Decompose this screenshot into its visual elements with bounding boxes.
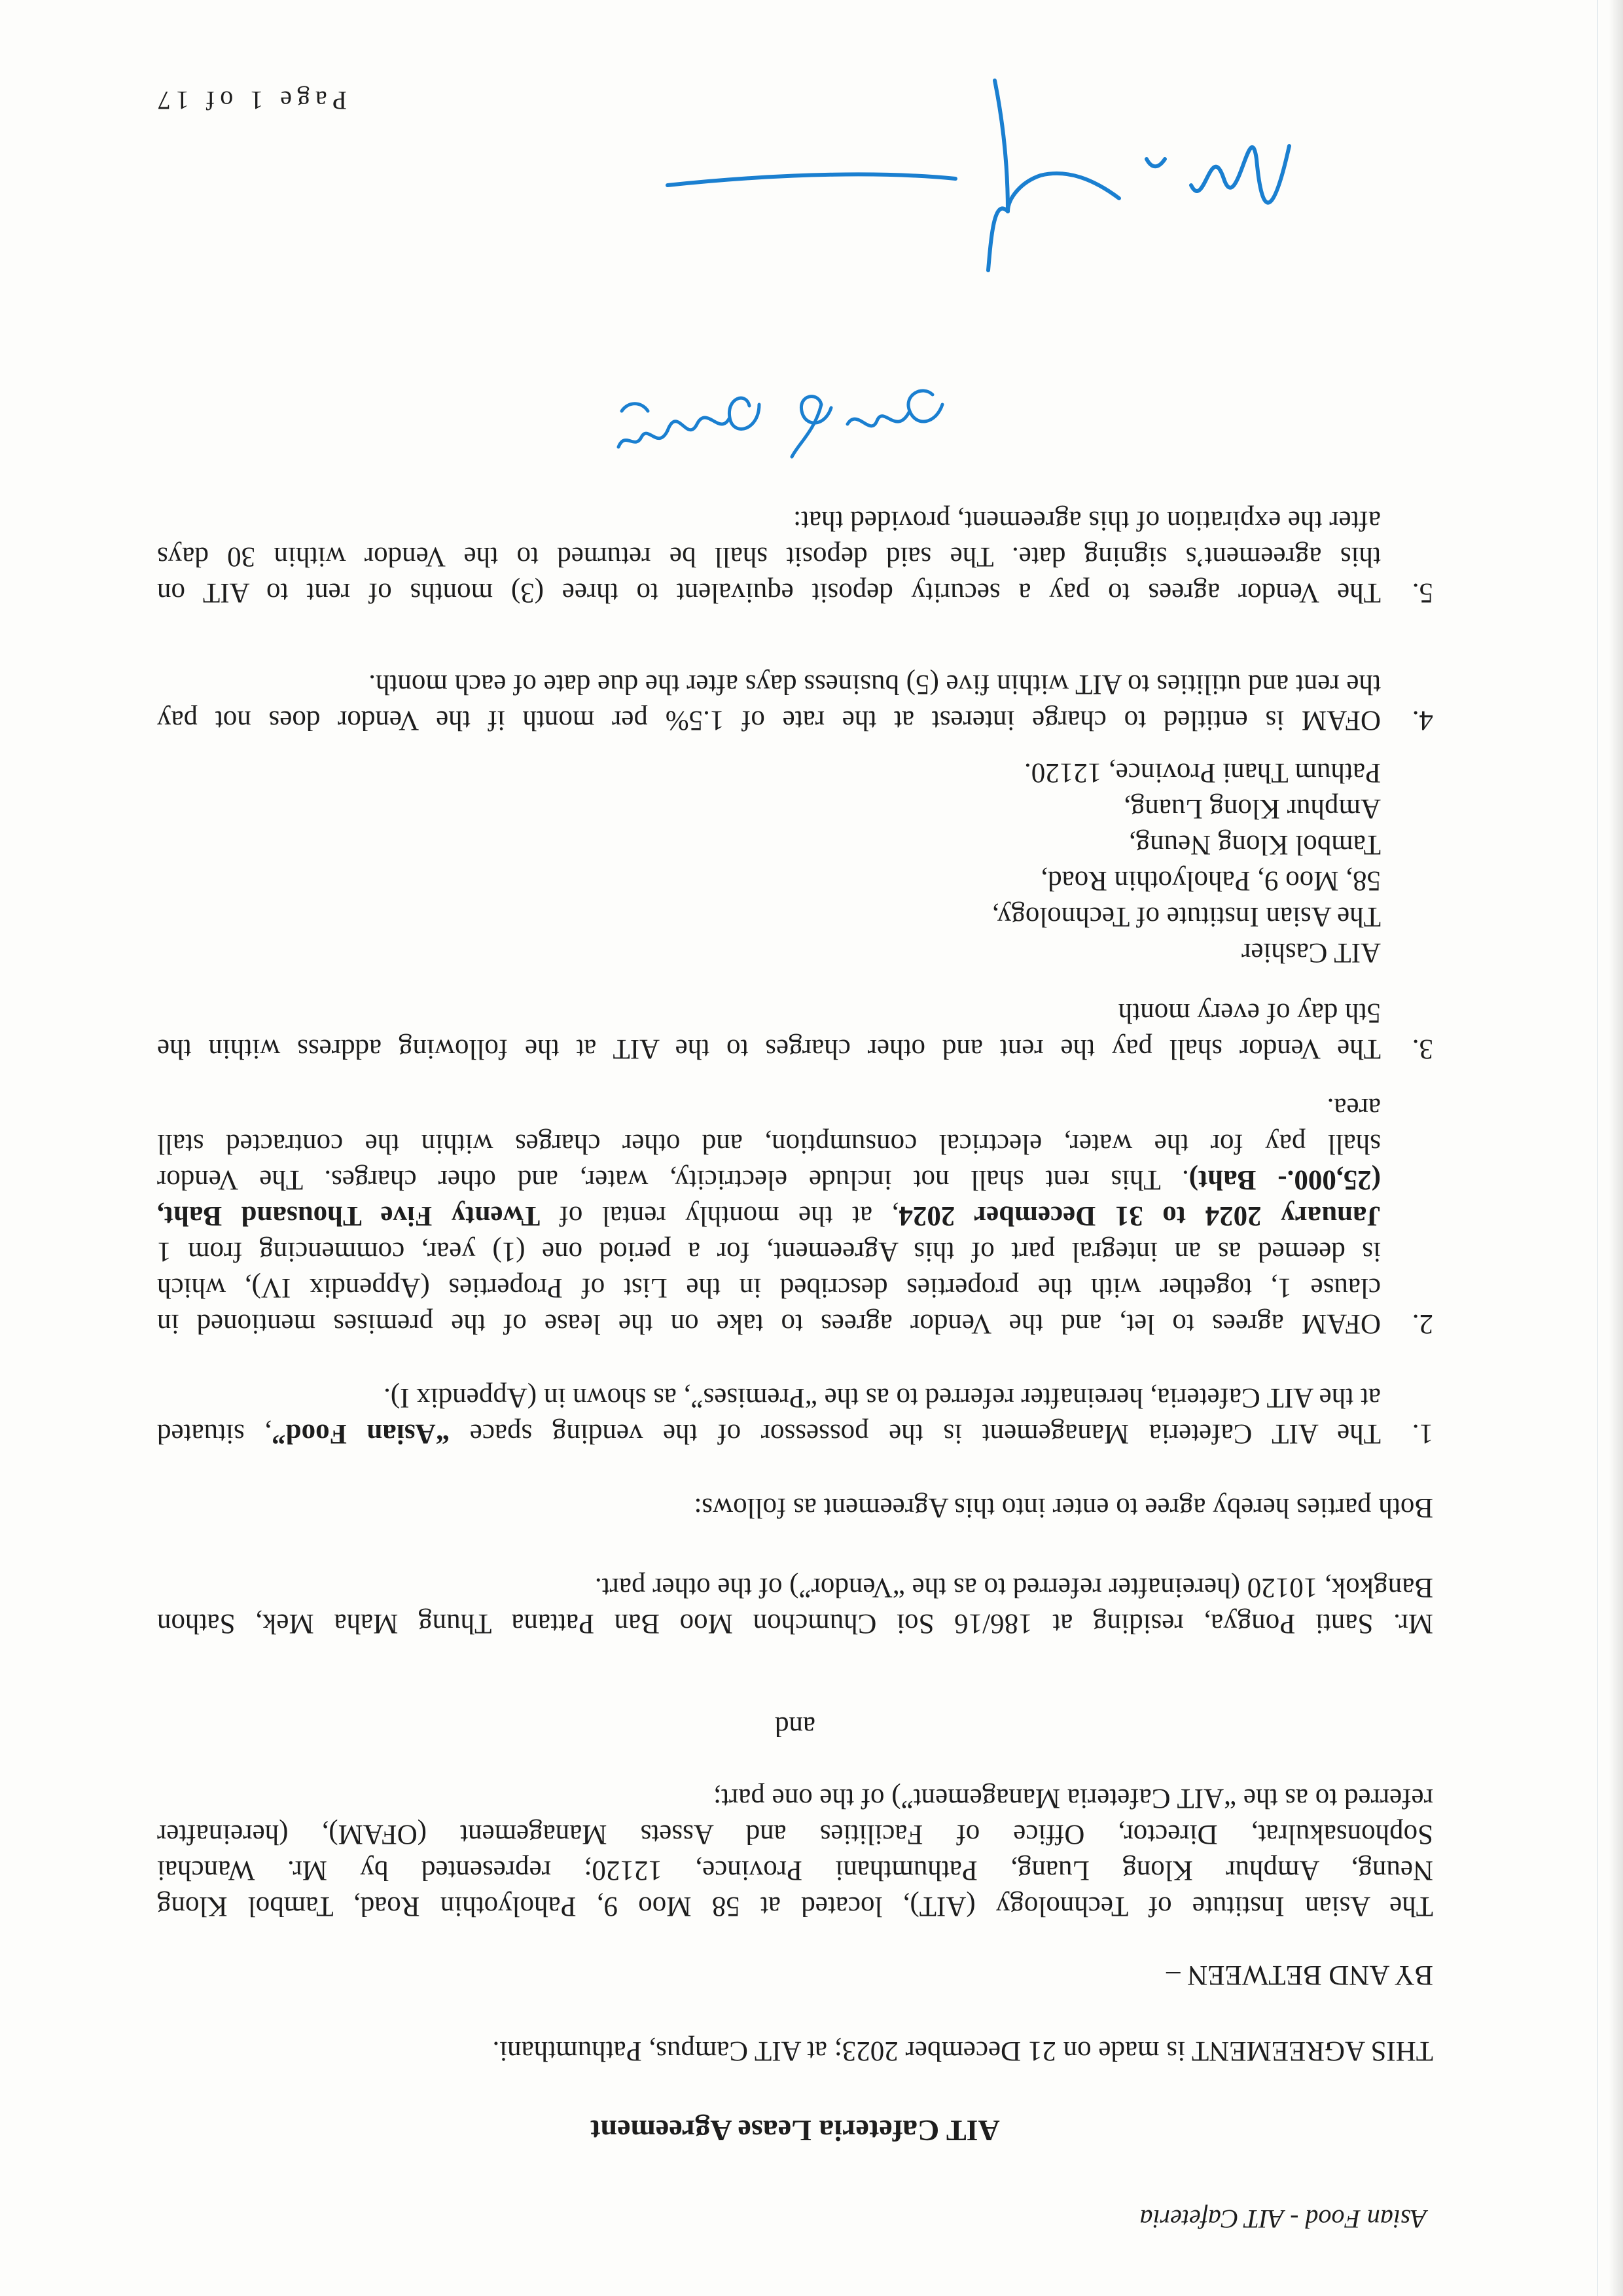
party-two-paragraph bbox=[157, 1570, 1433, 1641]
clause-line: The Vendor shall pay the rent and other charges to the AIT at the following address within the bbox=[157, 1033, 1381, 1064]
clause-number: 3. bbox=[1412, 1033, 1433, 1064]
clause-line: is deemed as an integral part of this Agreement, for a period one (1) year, commencing from 1 bbox=[157, 1236, 1381, 1267]
clause-line: after the expiration of this agreement, provided that: bbox=[793, 505, 1381, 536]
clause-line: area. bbox=[1327, 1092, 1381, 1123]
rent-amount-words: Twenty Five Thousand Baht, bbox=[156, 1200, 541, 1231]
clause-text bbox=[157, 666, 1381, 738]
payment-address bbox=[992, 755, 1381, 971]
clause-text-run: The AIT Cafeteria Management is the possessor of the vending space bbox=[450, 1418, 1381, 1449]
clause-number: 5. bbox=[1412, 577, 1433, 608]
address-line: AIT Cashier bbox=[1241, 937, 1381, 968]
address-line: Pathum Thani Province, 12120. bbox=[1024, 757, 1381, 788]
clause-text bbox=[157, 1090, 1381, 1342]
vending-space-name: “Asian Food” bbox=[272, 1418, 450, 1449]
clause-number: 2. bbox=[1412, 1308, 1433, 1339]
rent-amount-figures: (25,000.- Baht) bbox=[1188, 1164, 1381, 1195]
clause-line: The Vendor agrees to pay a security deposit equivalent to three (3) months of rent to AIT on bbox=[157, 577, 1381, 608]
clause-line: clause 1, together with the properties described in the List of Properties (Appendix IV), which bbox=[157, 1272, 1381, 1303]
party-one-line: referred to as the “AIT Cafeteria Management”) of the one part; bbox=[713, 1783, 1433, 1814]
clause-number: 4. bbox=[1412, 705, 1433, 736]
running-header: Asian Food - AIT Cafeteria bbox=[1139, 2204, 1427, 2234]
vendor-signature bbox=[589, 365, 955, 483]
party-one-line: The Asian Institute of Technology (AIT), located at 58 Moo 9, Paholyothin Road, Tambol Klong bbox=[157, 1891, 1433, 1922]
clause-line bbox=[157, 1162, 1381, 1198]
ofam-director-signature bbox=[622, 61, 1315, 310]
address-line: 58, Moo 9, Paholyothin Road, bbox=[1041, 865, 1381, 896]
intro-line bbox=[157, 2033, 1433, 2069]
address-line: Amphur Klong Luang, bbox=[1124, 793, 1381, 824]
clause-line: OFAM is entitled to charge interest at the rate of 1.5% per month if the Vendor does not pay bbox=[157, 705, 1381, 736]
clause-line: the rent and utilities to AIT within five (5) business days after the due date of each month. bbox=[368, 669, 1381, 700]
lease-period: January 2024 to 31 December 2024 bbox=[899, 1200, 1381, 1231]
clause-line: at the AIT Cafeteria, hereinafter referred to as the “Premises”, as shown in (Appendix I). bbox=[383, 1382, 1381, 1413]
page-number: Page 1 of 17 bbox=[152, 86, 347, 115]
clause-line bbox=[157, 1198, 1381, 1234]
clause-text-run: . This rent shall not include electricity, water, and other charges. The Vendor bbox=[156, 1164, 1189, 1195]
clause-text bbox=[157, 503, 1381, 611]
party-two-line: Bangkok, 10120 (hereinafter referred to as the “Vendor”) of the other part. bbox=[594, 1572, 1433, 1603]
party-one-paragraph bbox=[157, 1780, 1433, 1924]
intro-text: THIS AGREEMENT is made on 21 December 2023; at AIT Campus, Pathumthani. bbox=[492, 2036, 1433, 2066]
clause-line: shall pay for the water, electrical consumption, and other charges within the contracted stall bbox=[157, 1128, 1381, 1159]
address-line: Tambol Klong Neung, bbox=[1128, 829, 1381, 860]
party-one-line: Neung, Amphur Klong Luang, Pathumthani Province, 12120; represented by Mr. Wanchai bbox=[157, 1855, 1433, 1886]
clause-text bbox=[157, 995, 1381, 1067]
clause-line bbox=[157, 1416, 1381, 1452]
clause-line: this agreement’s signing date. The said deposit shall be returned to the Vendor within 30 days bbox=[157, 541, 1381, 572]
clause-number: 1. bbox=[1412, 1418, 1433, 1449]
address-line: The Asian Institute of Technology, bbox=[991, 901, 1381, 932]
preamble-text: Both parties hereby agree to enter into this Agreement as follows: bbox=[694, 1492, 1433, 1523]
clause-text bbox=[157, 1380, 1381, 1452]
clause-line: OFAM agrees to let, and the Vendor agrees to take on the lease of the premises mentioned in bbox=[157, 1308, 1381, 1339]
clause-text-run: , at the monthly rental of bbox=[540, 1200, 899, 1231]
party-two-line: Mr. Santi Pongya, residing at 186/16 Soi Chumchon Moo Ban Pattana Thung Maha Mek, Sathon bbox=[157, 1608, 1433, 1639]
agreement-preamble bbox=[157, 1490, 1433, 1526]
by-between-heading bbox=[157, 1957, 1433, 1993]
clause-text-run: , situated bbox=[157, 1418, 272, 1449]
party-one-line: Sophonsakulrat, Director, Office of Facilities and Assets Management (OFAM), (hereinafter bbox=[157, 1819, 1433, 1850]
clause-line: 5th day of every month bbox=[1118, 997, 1381, 1028]
by-between-text: BY AND BETWEEN – bbox=[1166, 1960, 1433, 1990]
and-connector: and bbox=[774, 1711, 816, 1742]
document-title: AIT Cafeteria Lease Agreement bbox=[590, 2114, 1000, 2147]
